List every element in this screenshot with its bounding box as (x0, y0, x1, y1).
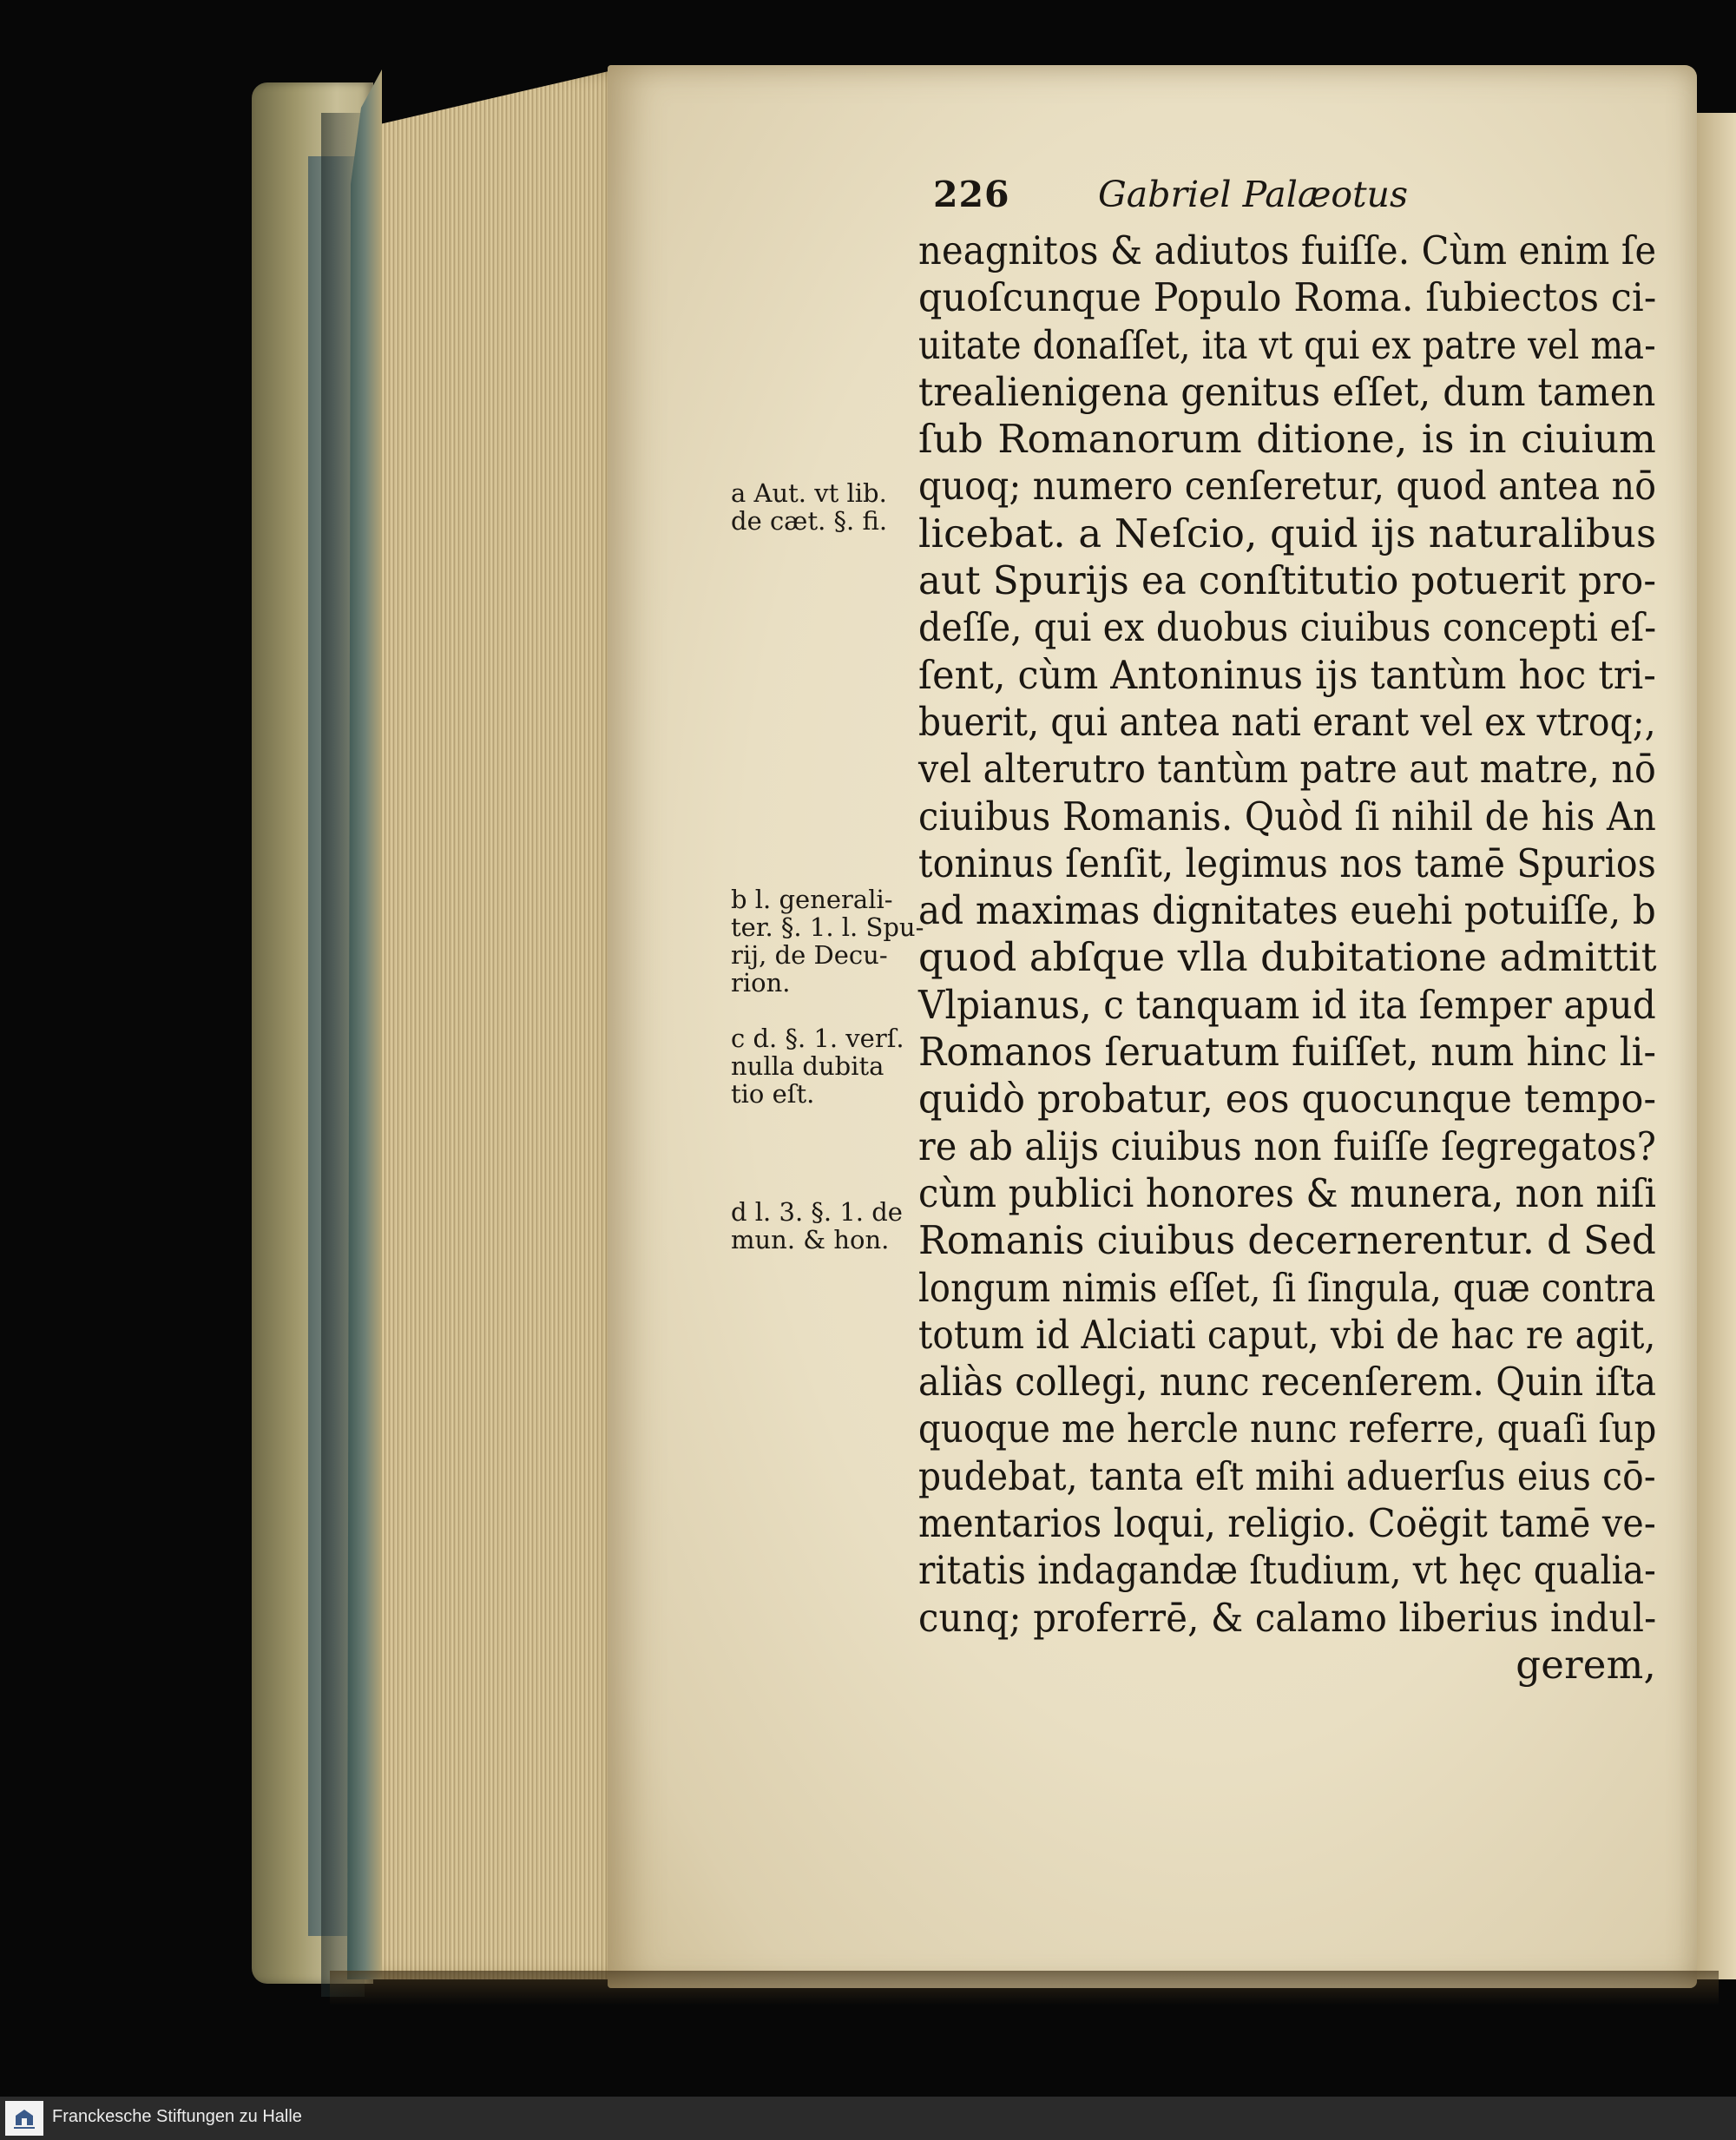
margin-note-line: de cæt. §. fi. (731, 506, 888, 536)
page-number: 226 (933, 174, 1010, 215)
margin-note-d (731, 1198, 903, 1254)
text-line: Vlpianus, c tanquam id ita ſemper apud (918, 981, 1656, 1028)
text-line: buerit, qui antea nati erant vel ex vtroq;, (918, 698, 1656, 745)
body-text-block (918, 227, 1656, 1689)
text-line: aliàs collegi, nunc recenſerem. Quin iſta (918, 1359, 1657, 1406)
text-line: re ab alijs ciuibus non fuiſſe ſegregatos? (918, 1123, 1657, 1169)
margin-note-line: c d. §. 1. verſ. (731, 1024, 904, 1053)
margin-note-line: rij, de Decu- (731, 940, 888, 970)
text-line: ſub Romanorum ditione, is in ciuium (918, 416, 1656, 463)
margin-note-line: b l. generali- (731, 885, 893, 914)
text-line: deſſe, qui ex duobus ciuibus concepti eſ- (918, 604, 1657, 651)
margin-note-b (731, 886, 924, 997)
text-line: cùm publici honores & munera, non niſi (918, 1169, 1657, 1216)
text-line: totum id Alciati caput, vbi de hac re agit, (918, 1311, 1656, 1358)
text-line: Romanis ciuibus decernerentur. d Sed (918, 1217, 1657, 1264)
facing-page-edge (1697, 113, 1736, 1979)
text-line: longum nimis eſſet, ſi ſingula, quæ contra (918, 1264, 1656, 1311)
text-line: toninus ſenſit, legimus nos tamē Spurios (918, 840, 1656, 886)
page-stack-edges (347, 69, 616, 1979)
running-title: Gabriel Palæotus (1098, 174, 1409, 215)
text-line: ad maximas dignitates euehi potuiſſe, b (918, 887, 1656, 934)
margin-note-line: tio eſt. (731, 1079, 815, 1109)
text-line-catchword: gerem, (1516, 1641, 1656, 1688)
text-line: Romanos ſeruatum fuiſſet, num hinc li- (918, 1029, 1657, 1076)
margin-note-line: rion. (731, 968, 791, 998)
margin-note-line: a Aut. vt lib. (731, 478, 887, 508)
margin-note-line: nulla dubita (731, 1051, 884, 1081)
text-line: quidò probatur, eos quocunque tempo- (918, 1076, 1657, 1123)
text-line: pudebat, tanta eſt mihi aduerſus eius cō- (918, 1452, 1656, 1499)
viewer-footer-bar (0, 2097, 1736, 2140)
page-edge-band (347, 69, 382, 1979)
text-line: ciuibus Romanis. Quòd ſi nihil de his An (918, 793, 1657, 840)
text-line: quoq; numero cenſeretur, quod antea nō (918, 463, 1657, 510)
margin-note-line: d l. 3. §. 1. de (731, 1197, 903, 1227)
text-line: aut Spurijs ea conſtitutio potuerit pro- (918, 557, 1657, 604)
text-line: trealienigena genitus eſſet, dum tamen (918, 368, 1656, 415)
institution-logo-icon (5, 2101, 43, 2136)
margin-note-line: ter. §. 1. l. Spu- (731, 912, 924, 942)
text-line: ſent, cùm Antoninus ijs tantùm hoc tri- (918, 651, 1657, 698)
text-line: cunq; proferrē, & calamo liberius indul- (918, 1594, 1657, 1641)
margin-note-c (731, 1024, 904, 1108)
text-line: ritatis indagandæ ſtudium, vt hęc qualia- (918, 1547, 1657, 1594)
institution-label: Franckesche Stiftungen zu Halle (52, 2107, 302, 2126)
text-line: uitate donaſſet, ita vt qui ex patre vel ma- (918, 321, 1656, 368)
page-bottom-shadow (330, 1971, 1719, 2005)
margin-note-a (731, 479, 887, 535)
text-line: quoſcunque Populo Roma. ſubiectos ci- (918, 274, 1657, 321)
text-line: quod abſque vlla dubitatione admittit (918, 934, 1657, 981)
text-line: neagnitos & adiutos fuiſſe. Cùm enim ſe (918, 227, 1657, 273)
margin-note-line: mun. & hon. (731, 1225, 890, 1254)
text-line: vel alterutro tantùm patre aut matre, nō (918, 746, 1657, 793)
text-line: mentarios loqui, religio. Coëgit tamē ve- (918, 1500, 1657, 1547)
text-line: licebat. a Neſcio, quid ijs naturalibus (918, 510, 1657, 556)
text-line: quoque me hercle nunc referre, quaſi ſup (918, 1406, 1657, 1452)
